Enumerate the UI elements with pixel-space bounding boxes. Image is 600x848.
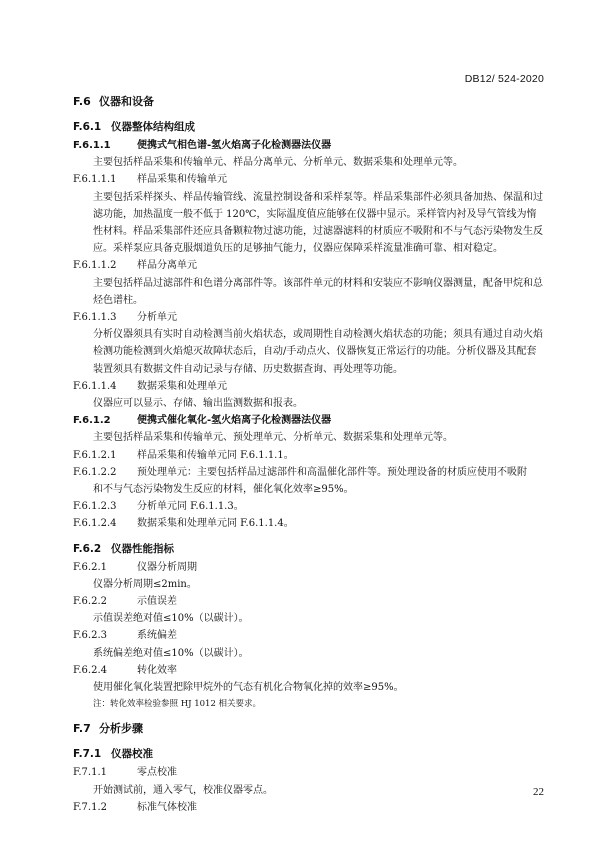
- section-number: F.6.1.1.1: [73, 174, 117, 186]
- block-text: 仪器整体结构组成: [111, 121, 195, 133]
- page-number: 22: [533, 786, 544, 798]
- section-heading: [73, 515, 545, 532]
- block-text: 系统偏差: [137, 630, 177, 642]
- section-number: F.6.1.2.3: [73, 501, 117, 513]
- section-heading: [73, 559, 545, 576]
- section-heading: [73, 593, 545, 610]
- block-text: 注：转化效率检验参照 HJ 1012 相关要求。: [93, 699, 262, 710]
- body-paragraph: [73, 154, 545, 171]
- block-text: 预处理单元：主要包括样品过滤部件和高温催化部件等。预处理设备的材质应使用不吸附: [137, 466, 527, 478]
- section-number: F.6: [73, 95, 91, 108]
- section-heading: [73, 627, 545, 644]
- body-paragraph: [73, 189, 545, 258]
- section-number: F.6.2.2: [73, 596, 108, 608]
- section-number: F.7: [73, 722, 91, 736]
- section-heading: [73, 540, 545, 559]
- block-text: 开始测试前，通入零气，校准仪器零点。: [93, 784, 273, 796]
- section-number: F.7.1: [73, 748, 102, 761]
- body-paragraph: [73, 429, 545, 446]
- block-text: 数据采集和处理单元同 F.6.1.1.4。: [137, 518, 294, 530]
- section-number: F.6.1.2.1: [73, 449, 117, 461]
- block-text: 零点校准: [137, 767, 177, 779]
- section-heading: [73, 719, 545, 738]
- block-text: 使用催化氧化装置把除甲烷外的气态有机化合物氧化掉的效率≥95%。: [93, 682, 404, 694]
- section-number: F.7.1.2: [73, 801, 108, 813]
- section-heading: [73, 378, 545, 395]
- section-heading: [73, 498, 545, 515]
- block-text: 便携式催化氧化-氢火焰离子化检测器法仪器: [137, 415, 332, 427]
- block-text: 系统偏差绝对值≤10%（以碳计）。: [93, 647, 249, 659]
- block-text: 分析单元: [137, 312, 177, 324]
- section-heading: [73, 799, 545, 816]
- body-paragraph: [73, 326, 545, 378]
- document-number: DB12/ 524-2020: [464, 73, 544, 85]
- block-text: 样品采集和传输单元同 F.6.1.1.1。: [137, 449, 294, 461]
- body-paragraph: [73, 395, 545, 412]
- section-heading: [73, 464, 545, 481]
- section-number: F.6.2: [73, 542, 102, 555]
- body-paragraph: [73, 481, 545, 498]
- section-heading: [73, 447, 545, 464]
- note-text: [73, 696, 545, 712]
- section-number: F.6.1: [73, 121, 102, 133]
- block-text: 转化效率: [137, 664, 177, 676]
- block-text: 仪器和设备: [99, 95, 154, 108]
- body-paragraph: [73, 782, 545, 799]
- block-text: 示值误差: [137, 596, 177, 608]
- block-text: 分析步骤: [99, 722, 143, 736]
- block-text: 样品采集和传输单元: [137, 174, 227, 186]
- section-number: F.6.1.2.4: [73, 518, 117, 530]
- block-text: 数据采集和处理单元: [137, 380, 227, 392]
- block-text: 主要包括样品采集和传输单元、样品分离单元、分析单元、数据采集和处理单元等。: [93, 157, 463, 169]
- section-heading: [73, 137, 545, 154]
- section-heading: [73, 257, 545, 274]
- block-text: 仪器应可以显示、存储、输出监测数据和报表。: [93, 398, 303, 410]
- section-heading: [73, 764, 545, 781]
- block-text: 仪器分析周期: [137, 561, 197, 573]
- body-paragraph: [73, 645, 545, 662]
- section-number: F.6.1.1.3: [73, 312, 117, 324]
- section-heading: [73, 745, 545, 764]
- section-number: F.6.1.1.4: [73, 380, 117, 392]
- block-text: 标准气体校准: [137, 801, 197, 813]
- section-heading: [73, 309, 545, 326]
- section-heading: [73, 412, 545, 429]
- block-text: 仪器分析周期≤2min。: [93, 578, 197, 590]
- block-text: 分析仪器须具有实时自动检测当前火焰状态，或周期性自动检测火焰状态的功能；须具有通过自动火焰检测功能检测到火焰熄灭故障状态后，自动/手动点火、仪器恢复正常运行的功能。分析仪器及其配套装置须具有数据文件自动记录与存储、历史数据查询、再处理等功能。: [93, 329, 543, 375]
- block-text: 和不与气态污染物发生反应的材料，催化氧化效率≥95%。: [93, 484, 354, 496]
- block-text: 分析单元同 F.6.1.1.3。: [137, 501, 244, 513]
- block-text: 主要包括样品采集和传输单元、预处理单元、分析单元、数据采集和处理单元等。: [93, 432, 453, 444]
- section-number: F.6.2.3: [73, 630, 108, 642]
- block-text: 示值误差绝对值≤10%（以碳计）。: [93, 613, 249, 625]
- body-paragraph: [73, 679, 545, 696]
- section-heading: [73, 662, 545, 679]
- section-number: F.6.2.1: [73, 561, 108, 573]
- body-paragraph: [73, 610, 545, 627]
- block-text: 主要包括采样探头、样品传输管线、流量控制设备和采样泵等。样品采集部件必须具备加热、保温和过滤功能，加热温度一般不低于 120℃，实际温度值应能够在仪器中显示。采样管内衬及导气管线为惰性材料。样品采集部件还应具备颗粒物过滤功能，过滤器滤料的材质应不吸附和不与气态污染物发生反应。采样泵应具备克服烟道负压的足够抽气能力，仪器应保障采样流量准确可靠、相对稳定。: [93, 191, 543, 255]
- block-text: 主要包括样品过滤部件和色谱分离部件等。该部件单元的材料和安装应不影响仪器测量，配备甲烷和总烃色谱柱。: [93, 277, 543, 306]
- section-heading: [73, 171, 545, 188]
- section-number: F.6.1.1.2: [73, 260, 117, 272]
- block-text: 样品分离单元: [137, 260, 197, 272]
- section-number: F.7.1.1: [73, 767, 108, 779]
- block-text: 便携式气相色谱-氢火焰离子化检测器法仪器: [137, 140, 332, 151]
- block-text: 仪器校准: [111, 748, 153, 761]
- body-paragraph: [73, 576, 545, 593]
- document-body: [73, 92, 545, 816]
- section-number: F.6.1.1: [73, 140, 111, 151]
- block-text: 仪器性能指标: [111, 542, 174, 555]
- section-heading: [73, 118, 545, 137]
- section-number: F.6.2.4: [73, 664, 108, 676]
- section-number: F.6.1.2.2: [73, 466, 117, 478]
- section-number: F.6.1.2: [73, 415, 111, 427]
- body-paragraph: [73, 275, 545, 309]
- section-heading: [73, 92, 545, 111]
